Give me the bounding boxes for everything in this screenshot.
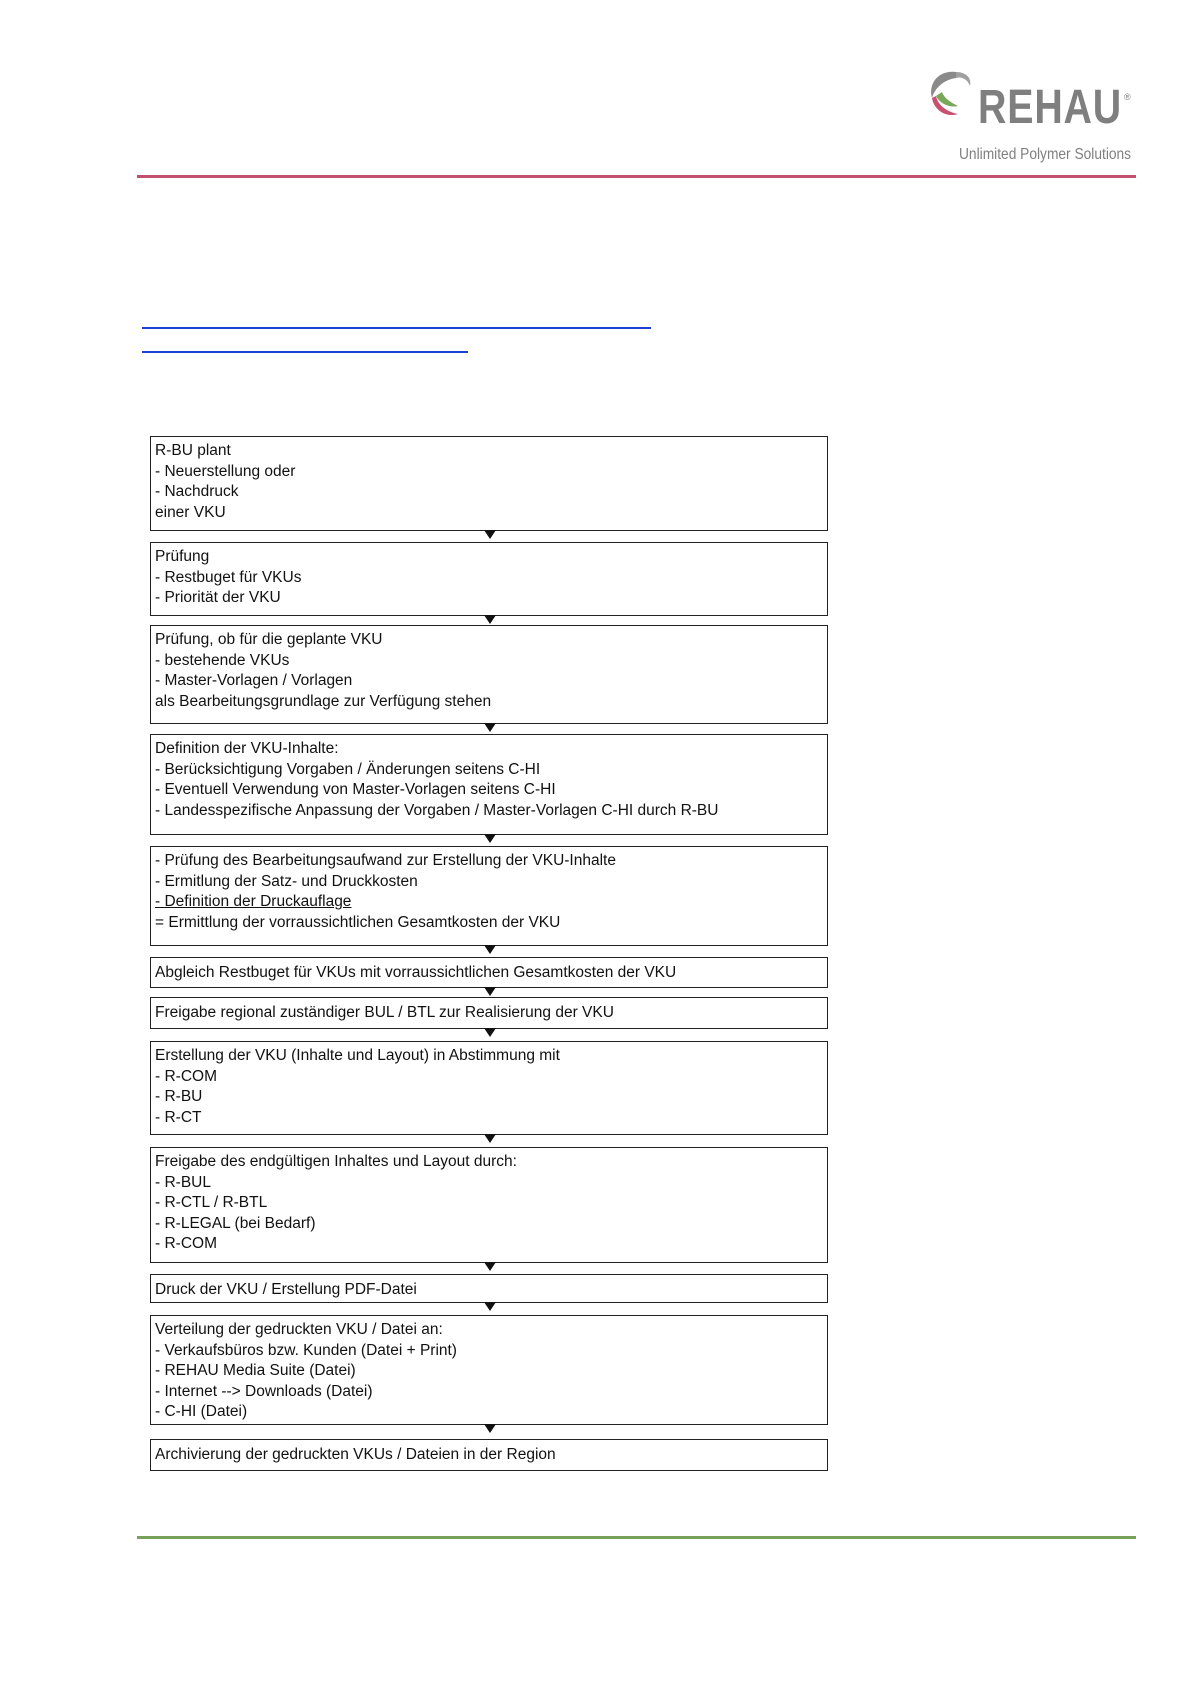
flow-step-line: Archivierung der gedruckten VKUs / Dateien in der Region <box>155 1446 556 1463</box>
rehau-logo <box>926 68 1136 168</box>
flow-arrow-icon <box>484 723 496 732</box>
flow-arrow-icon <box>484 945 496 954</box>
flow-step-line: - Landesspezifische Anpassung der Vorgaben / Master-Vorlagen C-HI durch R-BU <box>155 801 719 819</box>
footer-rule <box>137 1536 1136 1539</box>
flow-step-line: Prüfung <box>155 548 210 565</box>
rehau-logo-mark-icon <box>926 68 976 124</box>
flow-step-line: Druck der VKU / Erstellung PDF-Datei <box>155 1281 417 1298</box>
flow-arrow-icon <box>484 1302 496 1311</box>
flow-step-line: Freigabe des endgültigen Inhaltes und Layout durch: <box>155 1153 517 1170</box>
flow-arrow-icon <box>484 615 496 624</box>
brand-name: REHAU <box>978 81 1123 134</box>
flow-step-line: - R-LEGAL (bei Bedarf) <box>155 1214 316 1232</box>
hyperlink-1[interactable] <box>142 327 651 329</box>
flow-step-line: - Neuerstellung oder <box>155 462 296 480</box>
hyperlink-2[interactable] <box>142 351 468 353</box>
flow-arrow-icon <box>484 1262 496 1271</box>
flow-step-11 <box>150 1315 828 1425</box>
flow-arrow-icon <box>484 1424 496 1433</box>
flow-step-line: als Bearbeitungsgrundlage zur Verfügung stehen <box>155 692 492 710</box>
flow-step-line: R-BU plant <box>155 442 231 459</box>
flow-step-line: - C-HI (Datei) <box>155 1403 248 1421</box>
flow-step-9 <box>150 1147 828 1263</box>
flow-step-2 <box>150 542 828 616</box>
flow-arrow-icon <box>484 1028 496 1037</box>
flow-step-line: Verteilung der gedruckten VKU / Datei an: <box>155 1321 443 1338</box>
flow-step-line: Prüfung, ob für die geplante VKU <box>155 631 383 648</box>
flow-step-line: einer VKU <box>155 503 226 521</box>
header-rule <box>137 175 1136 178</box>
flow-step-line: - bestehende VKUs <box>155 651 290 669</box>
flow-step-7 <box>150 997 828 1029</box>
flow-step-line: - REHAU Media Suite (Datei) <box>155 1362 356 1380</box>
flow-arrow-icon <box>484 834 496 843</box>
flow-step-line: - R-COM <box>155 1067 217 1085</box>
flow-step-line: - Eventuell Verwendung von Master-Vorlagen seitens C-HI <box>155 781 556 799</box>
flow-step-line: - Verkaufsbüros bzw. Kunden (Datei + Print) <box>155 1341 457 1359</box>
brand-tagline: Unlimited Polymer Solutions <box>959 146 1132 163</box>
flow-step-line: - Ermitlung der Satz- und Druckkosten <box>155 872 418 890</box>
flow-step-line: - Berücksichtigung Vorgaben / Änderungen seitens C-HI <box>155 760 541 778</box>
flow-step-line: - Prüfung des Bearbeitungsaufwand zur Erstellung der VKU-Inhalte <box>155 852 616 869</box>
flow-step-line: - R-BU <box>155 1088 203 1106</box>
flow-step-1 <box>150 436 828 531</box>
flow-step-line: Definition der VKU-Inhalte: <box>155 740 339 757</box>
flow-step-8 <box>150 1041 828 1135</box>
flow-step-line: - Nachdruck <box>155 483 239 501</box>
flow-step-line: - Internet --> Downloads (Datei) <box>155 1382 373 1400</box>
flow-arrow-icon <box>484 1134 496 1143</box>
flow-step-4 <box>150 734 828 835</box>
flow-step-line: - Master-Vorlagen / Vorlagen <box>155 672 353 690</box>
flow-step-line: - R-COM <box>155 1235 217 1253</box>
flow-step-line: Erstellung der VKU (Inhalte und Layout) in Abstimmung mit <box>155 1047 560 1064</box>
flow-step-6 <box>150 957 828 988</box>
flow-step-5 <box>150 846 828 946</box>
flow-step-line: - Definition der Druckauflage <box>155 893 352 911</box>
flow-arrow-icon <box>484 530 496 539</box>
flow-arrow-icon <box>484 987 496 996</box>
flow-step-line: - R-BUL <box>155 1173 211 1191</box>
flow-step-10 <box>150 1274 828 1303</box>
flow-step-line: - Priorität der VKU <box>155 589 281 607</box>
flow-step-line: = Ermittlung der vorraussichtlichen Gesamtkosten der VKU <box>155 913 561 931</box>
registered-mark: ® <box>1124 92 1131 102</box>
flow-step-3 <box>150 625 828 724</box>
flow-step-line: - R-CTL / R-BTL <box>155 1194 268 1212</box>
flow-step-line: - Restbuget für VKUs <box>155 568 302 586</box>
flow-step-line: Abgleich Restbuget für VKUs mit vorraussichtlichen Gesamtkosten der VKU <box>155 964 677 981</box>
flow-step-line: - R-CT <box>155 1108 202 1126</box>
flow-step-12 <box>150 1439 828 1471</box>
flow-step-line: Freigabe regional zuständiger BUL / BTL zur Realisierung der VKU <box>155 1004 614 1021</box>
